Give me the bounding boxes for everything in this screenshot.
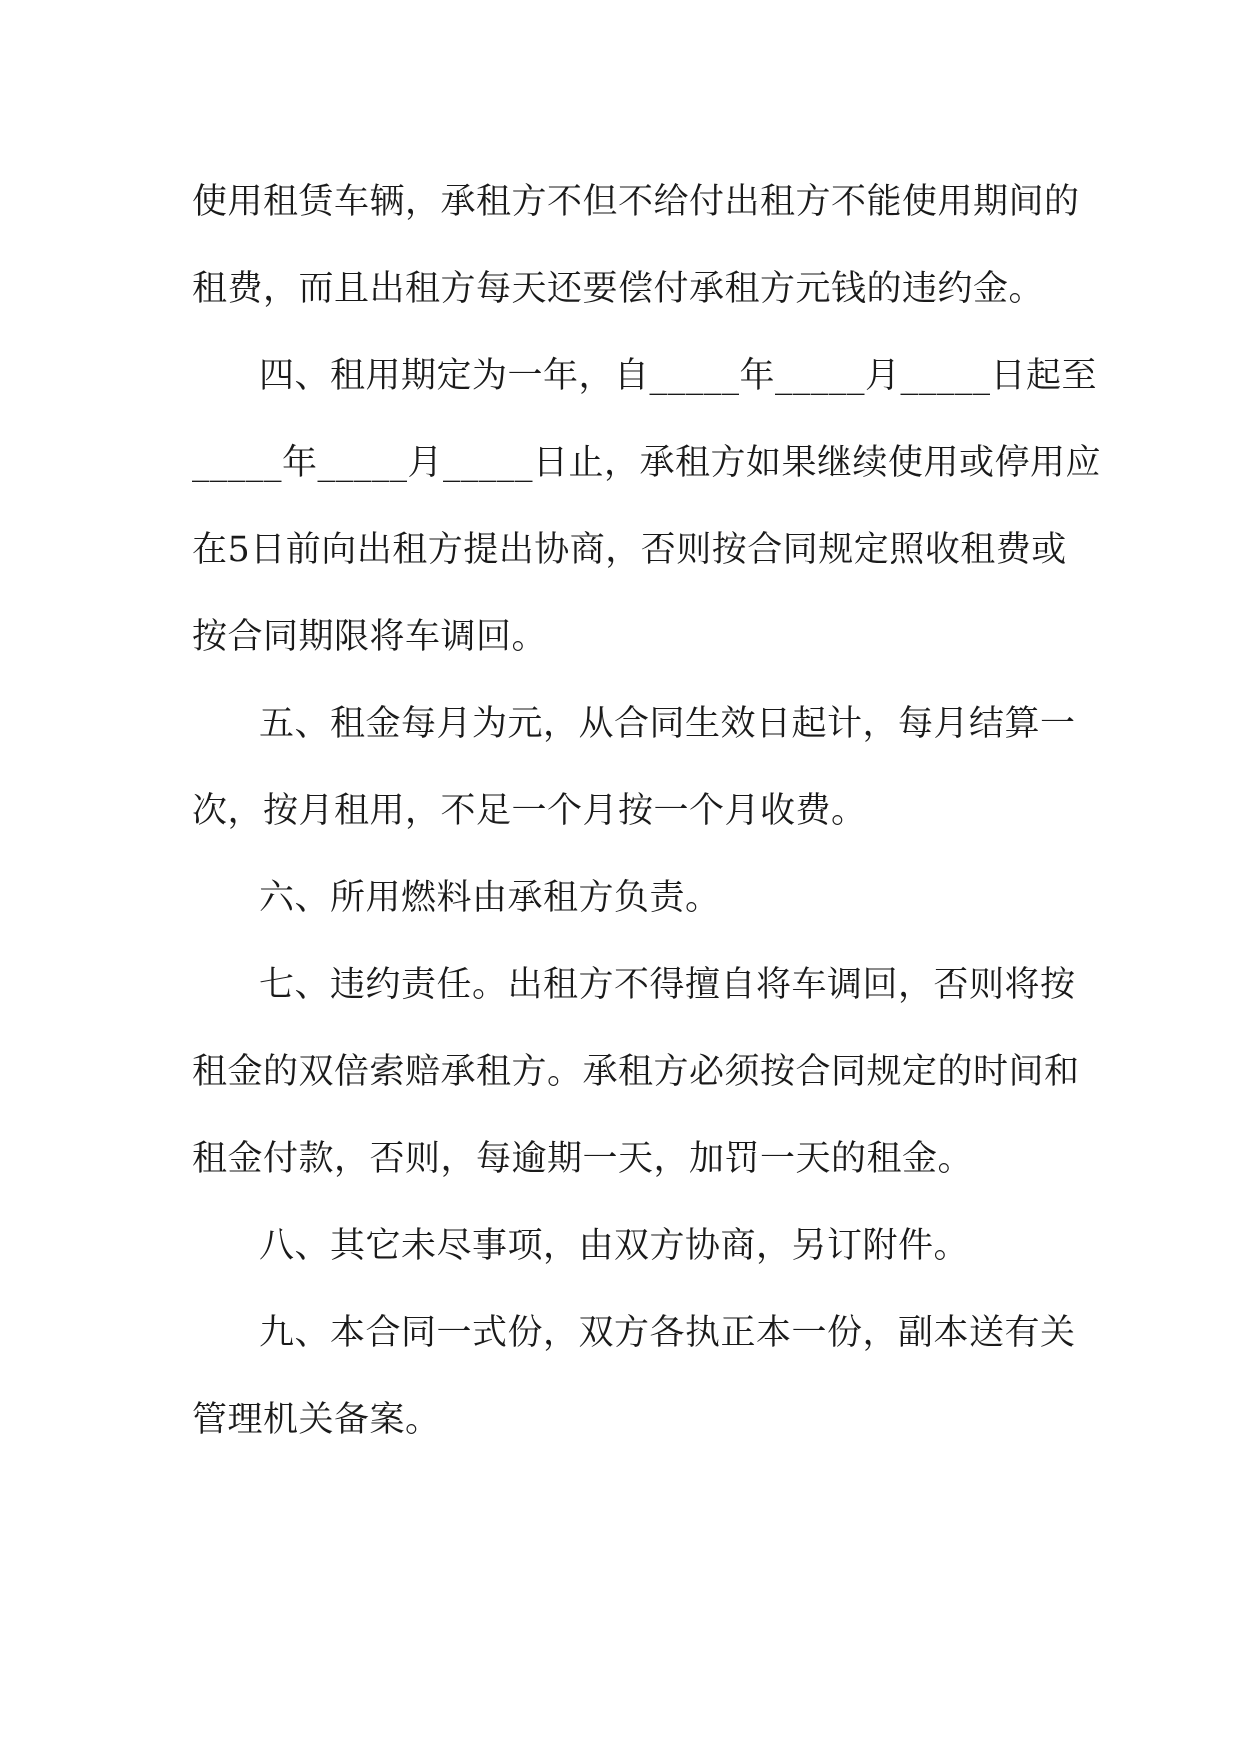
clause-9-line: 九、本合同一式份，双方各执正本一份，副本送有关 bbox=[259, 1313, 1076, 1353]
text-line: 租金的双倍索赔承租方。承租方必须按合同规定的时间和 bbox=[192, 1052, 1080, 1092]
clause-5-line: 五、租金每月为元，从合同生效日起计，每月结算一 bbox=[259, 704, 1076, 744]
clause-8-line: 八、其它未尽事项，由双方协商，另订附件。 bbox=[259, 1226, 970, 1266]
text-line: 租金付款，否则，每逾期一天，加罚一天的租金。 bbox=[192, 1139, 974, 1179]
text-line: 租费，而且出租方每天还要偿付承租方元钱的违约金。 bbox=[192, 269, 1045, 309]
text-line: 按合同期限将车调回。 bbox=[192, 617, 548, 657]
text-line: _____年_____月_____日止，承租方如果继续使用或停用应 bbox=[192, 443, 1102, 483]
text-line: 在5日前向出租方提出协商，否则按合同规定照收租费或 bbox=[192, 530, 1067, 570]
clause-7-line: 七、违约责任。出租方不得擅自将车调回，否则将按 bbox=[259, 965, 1076, 1005]
clause-4-line: 四、租用期定为一年，自_____年_____月_____日起至 bbox=[259, 356, 1098, 396]
text-line: 管理机关备案。 bbox=[192, 1400, 441, 1440]
text-line: 使用租赁车辆，承租方不但不给付出租方不能使用期间的 bbox=[192, 182, 1080, 222]
text-line: 次，按月租用，不足一个月按一个月收费。 bbox=[192, 791, 867, 831]
clause-6-line: 六、所用燃料由承租方负责。 bbox=[259, 878, 721, 918]
